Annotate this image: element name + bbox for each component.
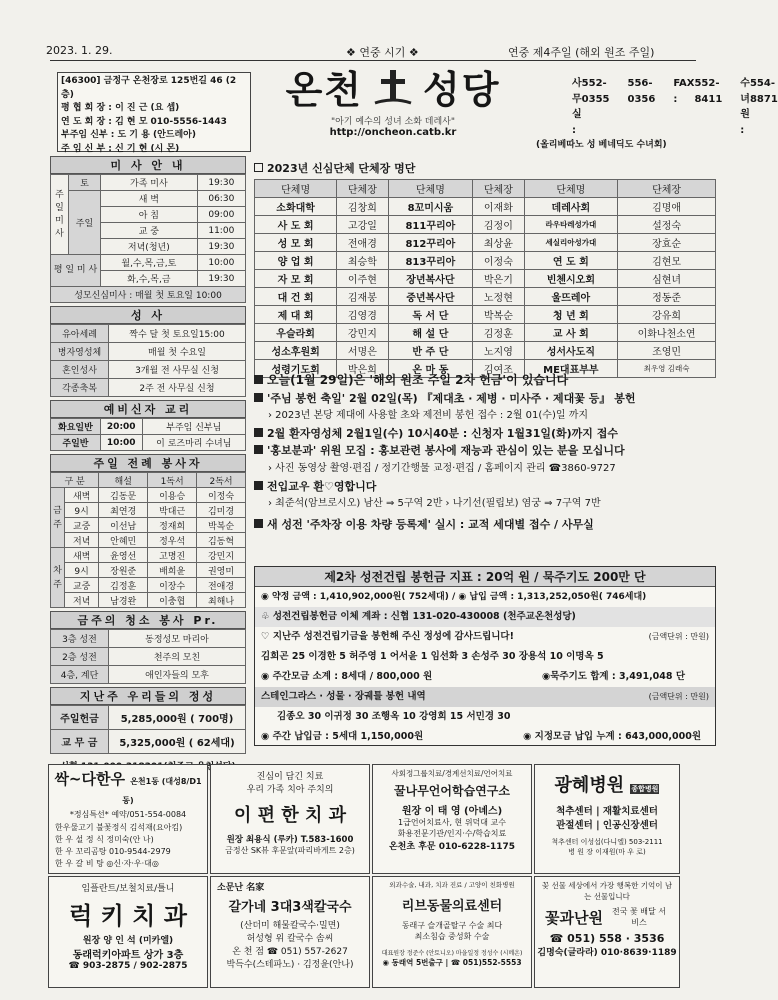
notice-5: 전입교우 환♡영합니다	[267, 479, 377, 493]
sunday-title: 연중 제4주일 (해외 원조 주일)	[508, 46, 655, 59]
mass-table: 주일미사 토 가족 미사 19:30 주일 새 벽 06:30 아 침 09:00 교 중 11:00 저녁(청년) 19:30 평 일 미 사 월,수,목,금,토 10:00 화,수,목,금 19:30 성모신심미사 : 매월 첫 토요일 10:00	[50, 174, 246, 303]
notice-3: 2월 환자영성체 2월1일(수) 10시40분 : 신청자 1월31일(화)까지 접수	[267, 426, 618, 440]
parish-row: 연 도 회 장 : 김 현 모 010-5556-1443	[61, 116, 227, 127]
table-row: 유아세례 짝수 달 첫 토요일15:00	[51, 325, 246, 343]
offering-table	[50, 705, 246, 754]
glass-unit: (금액단위 : 만원)	[648, 692, 709, 701]
table-row: 3층 성전 동정성모 마리아	[51, 630, 246, 648]
church-name: 온천 성당	[285, 68, 501, 112]
parish-row: 부주임 신부 : 도 기 용 (안드레아)	[61, 130, 196, 140]
parish-row: 주 임 신 부 : 신 기 현 (시 몬)	[61, 143, 180, 154]
parish-url[interactable]: http://oncheon.catb.kr	[329, 127, 457, 138]
table-row: 금주 새벽 김동문 이용승 이정숙	[51, 488, 246, 503]
table-row: 자 모 회 이주현 장년복사단 박은기 빈첸시오회 심현녀	[255, 270, 716, 288]
table-row: 저녁 남경완 이충협 최해나	[51, 593, 246, 608]
ad-florist[interactable]: 꽃 선물 세상에서 가장 행복한 기억이 남는 선물입니다 꽃과난원 전국 꽃 배달 서비스 ☎ 051) 558 · 3536 김명숙(글라라) 010·8639·1189	[534, 876, 680, 988]
glass-title: 스테인그라스 · 성물 · 장궤틀 봉헌 내역	[261, 691, 426, 702]
table-row: 성소후원회 서명은 반 주 단 노지영 성서사도직 조영민	[255, 342, 716, 360]
table-row: 주일헌금 5,285,000원 ( 700명)	[51, 706, 246, 730]
sacrament-title: 성 사	[50, 306, 246, 324]
square-bullet-icon	[254, 375, 263, 384]
catechism-title: 예비신자 교리	[50, 400, 246, 418]
office-contacts	[536, 76, 778, 152]
building-thanks: ♡ 지난주 성전건립기금을 봉헌해 주신 정성에 감사드립니다!	[261, 631, 514, 642]
glass-donors: 김종오 30 이귀정 30 조행옥 10 강영희 15 서민경 30	[277, 711, 511, 722]
liturgy-table	[50, 472, 246, 608]
table-row: 성령기도회 박은희 온 마 동 김여조 ME대표부부 최우영 김래숙	[255, 360, 716, 378]
liturgical-season: ❖ 연중 시기 ❖	[346, 46, 419, 59]
notices	[254, 372, 716, 533]
table-row: 우슬라회 강민지 해 설 단 김정훈 교 사 회 이화나천소연	[255, 324, 716, 342]
table-row: 양 업 회 최승학 813꾸리아 이정숙 연 도 회 김현모	[255, 252, 716, 270]
table-row: 제 대 회 김영경 독 서 단 박복순 청 년 회 강유희	[255, 306, 716, 324]
ad-lucky-dental[interactable]: 임플란트/보철치료/틀니 럭 키 치 과 원장 양 인 석 (미카엘) 동래럭키아파트 상가 3층 ☎ 903-2875 / 902-2875	[48, 876, 208, 988]
notice-5-detail: › 최준석(암브로시오) 남산 ⇒ 5구역 2반 › 나기선(필립보) 염궁 ⇒ 7구역 7반	[268, 498, 601, 510]
sunday-mass-label: 주일미사	[51, 175, 69, 255]
table-row: 9시 장원준 배희윤 권영미	[51, 563, 246, 578]
cleaning-table	[50, 629, 246, 684]
nuns-order: (올리베따노 성 베네딕도 수녀회)	[536, 140, 667, 151]
building-fund	[254, 566, 716, 746]
table-row: 교중 김정훈 이장수 전애경	[51, 578, 246, 593]
leaders-table	[254, 179, 716, 378]
table-row: 4층, 계단 애인자들의 모후	[51, 666, 246, 684]
table-row: 차주 새벽 윤영선 고명진 강민지	[51, 548, 246, 563]
building-pledge: ◉ 약정 금액 : 1,410,902,000원( 752세대) / ◉ 납입 금액 : 1,313,252,050원( 746세대)	[261, 592, 647, 602]
square-bullet-icon	[254, 393, 263, 402]
notice-2-detail: › 2023년 본당 제대에 사용할 초와 제전비 봉헌 접수 : 2월 01(수)일 까지	[268, 410, 589, 422]
table-row: 교 무 금 5,325,000원 ( 62세대)	[51, 730, 246, 754]
table-row: 혼인성사 3개월 전 사무실 신청	[51, 361, 246, 379]
ad-speech-center[interactable]: 사회정그룹치료/경계선치료/언어치료 꿀나무언어학습연구소 원장 이 태 영 (아녜스) 1급언어치료사, 현 위덕대 교수 화용전문기관/인지·수/학습치료 온천초 후문 010-6228-1175	[372, 764, 532, 874]
square-bullet-icon	[254, 519, 263, 528]
header-rule	[50, 60, 696, 61]
table-row: 각종축복 2주 전 사무실 신청	[51, 379, 246, 397]
parish-address: [46300] 금정구 온천장로 125번길 46 (2층)	[61, 76, 237, 100]
notice-1: 오늘(1월 29일)은 '해외 원조 주일 2차 헌금'이 있습니다	[267, 373, 569, 387]
building-unit: (금액단위 : 만원)	[648, 632, 709, 641]
building-title: 제2차 성전건립 봉헌금 지표 : 20억 원 / 묵주기도 200만 단	[255, 567, 715, 587]
glass-weekly: ◉ 주간 납입금 : 5세대 1,150,000원	[261, 731, 424, 742]
table-row: 2층 성전 천주의 모친	[51, 648, 246, 666]
notice-6: 새 성전 '주차장 이용 차량 등록제' 실시 : 교적 세대별 접수 / 사무실	[267, 517, 594, 531]
office-row: FAX : 552-8411	[673, 78, 723, 105]
office-row: 사 무 실 : 552-0355	[572, 78, 610, 136]
office-row: 556-0356	[627, 78, 656, 105]
ad-dental-1[interactable]: 진심이 담긴 치료 우리 가족 치아 주치의 이 편 한 치 과 원장 최용식 (루카) T.583-1600 금정산 SK뷰 후문앞(파리바게트 2층)	[210, 764, 370, 874]
notice-2: '주님 봉헌 축일' 2월 02일(목) 『제대초 · 제병 · 미사주 · 제대꽃 등』 봉헌	[267, 391, 636, 405]
weekday-mass-label: 평 일 미 사	[51, 255, 101, 287]
building-rosary: ◉묵주기도 합계 : 3,491,048 단	[541, 671, 685, 682]
ad-noodle[interactable]: 소문난 名家 갈가네 3대3색칼국수 (산더미 해물칼국수·밀면) 허성형 위 칼국수 솜씨 온 천 점 ☎ 051) 557-2627 박득수(스테파노) · 김정윤(안나)	[210, 876, 370, 988]
square-bullet-icon	[254, 445, 263, 454]
offering-title: 지난주 우리들의 정성	[50, 687, 246, 705]
leaders-section	[254, 160, 716, 378]
catechism-table: 화요일반 20:00 부주임 신부님 주일반 10:00 이 로즈마리 수녀님	[50, 418, 246, 451]
sacrament-table	[50, 324, 246, 397]
table-row: 병자영성체 매월 첫 수요일	[51, 343, 246, 361]
table-row: 소화대학 김창희 8꼬미시움 이재화 데레사회 김명애	[255, 198, 716, 216]
building-donors: 김희곤 25 이경한 5 허주영 1 어서윤 1 임선화 3 손성주 30 장용석 10 이명옥 5	[261, 651, 604, 662]
parish-logo	[252, 66, 534, 158]
table-row: 성 모 회 전애경 812꾸리아 최상윤 세실리아성가대 장효순	[255, 234, 716, 252]
leaders-title: 2023년 신심단체 단체장 명단	[267, 162, 416, 175]
table-row: 교중 이선남 정재희 박복순	[51, 518, 246, 533]
building-weekly: ◉ 주간모금 소계 : 8세대 / 800,000 원	[261, 671, 433, 682]
liturgy-title: 주일 전례 봉사자	[50, 454, 246, 472]
table-row: 9시 최연경 박대근 김미경	[51, 503, 246, 518]
cleaning-title: 금주의 청소 봉사 Pr.	[50, 611, 246, 629]
table-row: 대 건 회 김재봉 중년복사단 노정현 울뜨레아 정동준	[255, 288, 716, 306]
ad-vet[interactable]: 외과수술, 내과, 치과 진료 / 고양이 친화병원 리브동물의료센터 동래구 슬개골탈구 수술 최다 최소침습 중성화 수술 대표원장 정준수 (안토니오) 마을일정 정성수 (시메온) ◉ 동래역 5번출구 | ☎ 051)552-5553	[372, 876, 532, 988]
square-bullet-icon	[254, 428, 263, 437]
square-bullet-icon	[254, 481, 263, 490]
notice-4-detail: › 사진 동영상 촬영·편집 / 정기간행물 교정·편집 / 홈페이지 관리 ☎3860-9727	[268, 462, 616, 474]
mass-section	[50, 156, 246, 772]
ad-hanwoo[interactable]: 싹~다한우 온천1동 (대성8/D1동) *정심특선* 예약/051-554-0084 한우물고기 불꽃정식 김석재(요아킴) 한 우 설 정 식 정미숙(안 나) 한 우 꼬리곰탕 010-9544-2979 한 우 갈 비 탕 ◎신·자·우·대◎	[48, 764, 208, 874]
ad-hospital[interactable]: 광혜병원 종합병원 척추센터 | 재활치료센터 관절센터 | 인공신장센터 척추센터 이성섭(다니엘) 503-2111 병 원 장 이재원(마 우 로)	[534, 764, 680, 874]
parish-info	[57, 72, 251, 152]
square-bullet-icon	[254, 163, 263, 172]
bulletin-date: 2023. 1. 29.	[46, 44, 113, 57]
office-row: 수 녀 원 : 554-8871	[740, 78, 778, 136]
parish-row: 평 협 회 장 : 이 진 근 (요 셉)	[61, 103, 180, 113]
page-header	[46, 44, 691, 60]
mass-title: 미 사 안 내	[50, 156, 246, 174]
notice-4: '홍보분과' 위원 모집 : 홍보관련 봉사에 재능과 관심이 있는 분을 모십니다	[267, 444, 625, 458]
building-account: ♧ 성전건립봉헌금 이체 계좌 : 신협 131-020-430008 (천주교온천성당)	[255, 607, 715, 627]
parish-slogan: "아기 예수의 성녀 소화 데레사"	[330, 117, 456, 127]
table-header: 단체명 단체장 단체명 단체장 단체명 단체장	[255, 180, 716, 198]
holy-hour: 성모신심미사 : 매월 첫 토요일 10:00	[51, 287, 246, 303]
table-header: 구 분 해설 1독서 2독서	[51, 473, 246, 488]
table-row: 사 도 회 고강일 811꾸리아 김정이 라우타레성가대 설정숙	[255, 216, 716, 234]
glass-total: ◉ 지정모금 납입 누계 : 643,000,000원	[523, 731, 701, 742]
cross-icon	[373, 67, 413, 107]
table-row: 저녁 안혜민 정우석 김동혁	[51, 533, 246, 548]
